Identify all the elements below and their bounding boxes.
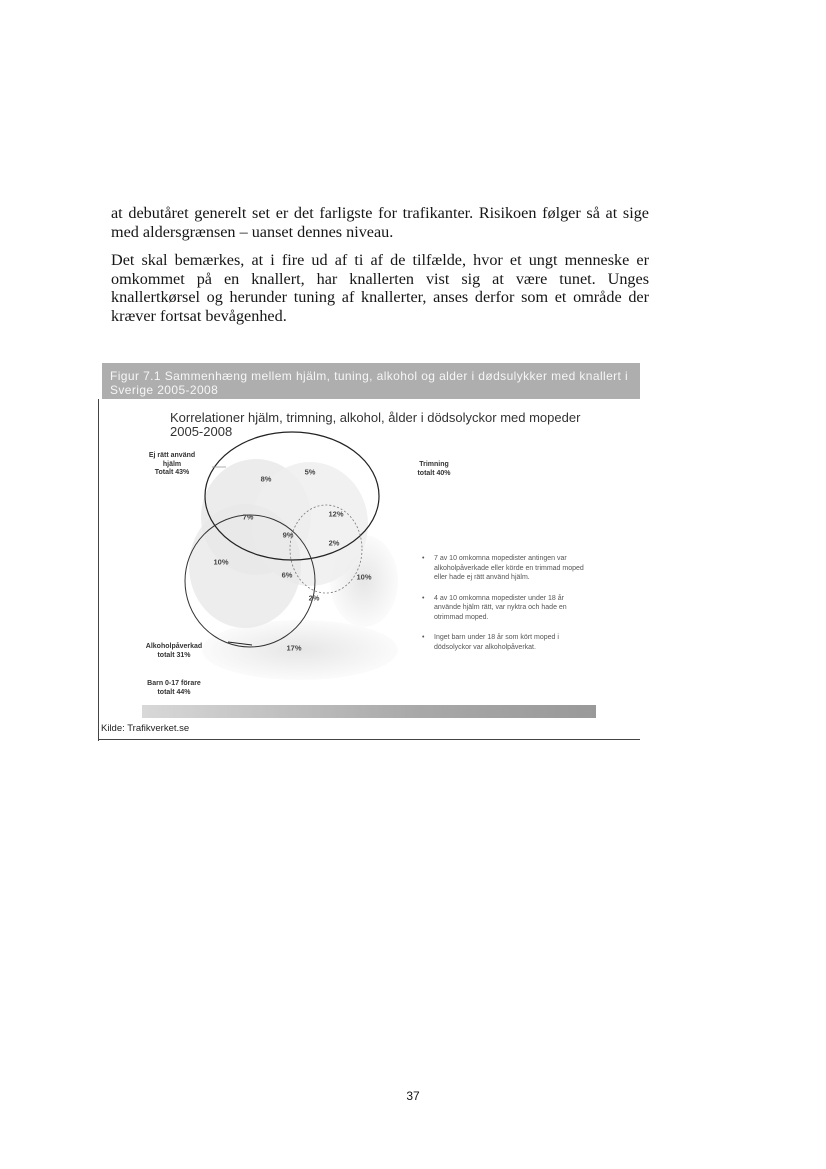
bullet-text: Inget barn under 18 år som kört moped i dödsolyckor var alkoholpåverkat. bbox=[434, 634, 559, 651]
label-helmet-line-2: hjälm bbox=[162, 460, 182, 468]
pct-alcohol-only: 10% bbox=[213, 557, 229, 567]
pct-tuning-child: 2% bbox=[328, 538, 340, 548]
label-helmet-line-1: Ej rätt använd bbox=[148, 452, 196, 459]
label-helmet bbox=[142, 452, 202, 478]
alcohol-fill bbox=[189, 504, 301, 628]
label-helmet-line-3: Totalt 43% bbox=[154, 469, 190, 476]
pct-tuning-helmet: 5% bbox=[304, 467, 316, 477]
page-number: 37 bbox=[406, 1089, 420, 1103]
bullet-marker: • bbox=[422, 555, 425, 562]
figure-frame-left bbox=[98, 399, 99, 741]
figure-source: Kilde: Trafikverket.se bbox=[101, 723, 190, 734]
bullet-item bbox=[422, 594, 587, 623]
label-tuning bbox=[408, 461, 460, 478]
bullet-marker: • bbox=[422, 594, 425, 602]
pct-children-only: 17% bbox=[286, 643, 302, 653]
bullet-item bbox=[422, 633, 587, 652]
figure-frame-bottom bbox=[98, 739, 640, 740]
bullet-marker: • bbox=[422, 634, 425, 641]
slide-bottom-bar bbox=[142, 705, 596, 718]
label-alcohol-line-2: totalt 31% bbox=[157, 651, 191, 659]
label-tuning-line-2: totalt 40% bbox=[417, 469, 451, 477]
slide-title-line-2: 2005-2008 bbox=[170, 424, 233, 439]
pct-helmet-only: 8% bbox=[260, 474, 272, 484]
pct-tuning-only: 12% bbox=[328, 509, 344, 519]
label-alcohol-line-1: Alkoholpåverkad bbox=[145, 643, 203, 650]
bullet-text: 4 av 10 omkomna mopedister under 18 år använde hjälm rätt, var nyktra och hade en otrimmad moped. bbox=[434, 594, 567, 621]
slide-title-line-1: Korrelationer hjälm, trimning, alkohol, ålder i dödsolyckor med mopeder bbox=[170, 410, 581, 425]
label-children-line-2: totalt 44% bbox=[157, 688, 191, 696]
bullet-list bbox=[422, 554, 587, 663]
body-paragraph-2: Det skal bemærkes, at i fire ud af ti af de tilfælde, hvor et ungt menneske er omkommet på en knallert, har knallerten vist sig at være tunet. Unges knallertkørsel og herunder tuning af knallerter, anses derfor som et område der kræver fortsat bevågenhed. bbox=[111, 251, 649, 325]
pct-tuning-right: 10% bbox=[356, 572, 372, 582]
pct-all-three: 9% bbox=[282, 530, 294, 540]
figure-7-1 bbox=[98, 361, 642, 743]
figure-header: Figur 7.1 Sammenhæng mellem hjälm, tuning, alkohol og alder i dødsulykker med knallert i Sverige 2005-2008 bbox=[102, 363, 640, 399]
label-alcohol bbox=[136, 643, 212, 660]
body-paragraph-1: at debutåret generelt set er det farligste for trafikanter. Risikoen følger så at sige med aldersgrænsen – uanset dennes niveau. bbox=[111, 204, 649, 241]
figure-slide bbox=[102, 399, 640, 733]
label-children bbox=[132, 680, 216, 697]
label-tuning-line-1: Trimning bbox=[419, 461, 449, 468]
bullet-item bbox=[422, 554, 587, 583]
bullet-text: 7 av 10 omkomna mopedister antingen var alkoholpåverkade eller körde en trimmad moped eller hade ej rätt använd hjälm. bbox=[434, 555, 584, 581]
pct-helmet-alcohol: 7% bbox=[242, 512, 254, 522]
pct-alcohol-child: 6% bbox=[281, 570, 293, 580]
label-children-line-1: Barn 0-17 förare bbox=[147, 680, 201, 687]
pct-small-2: 2% bbox=[308, 593, 320, 603]
